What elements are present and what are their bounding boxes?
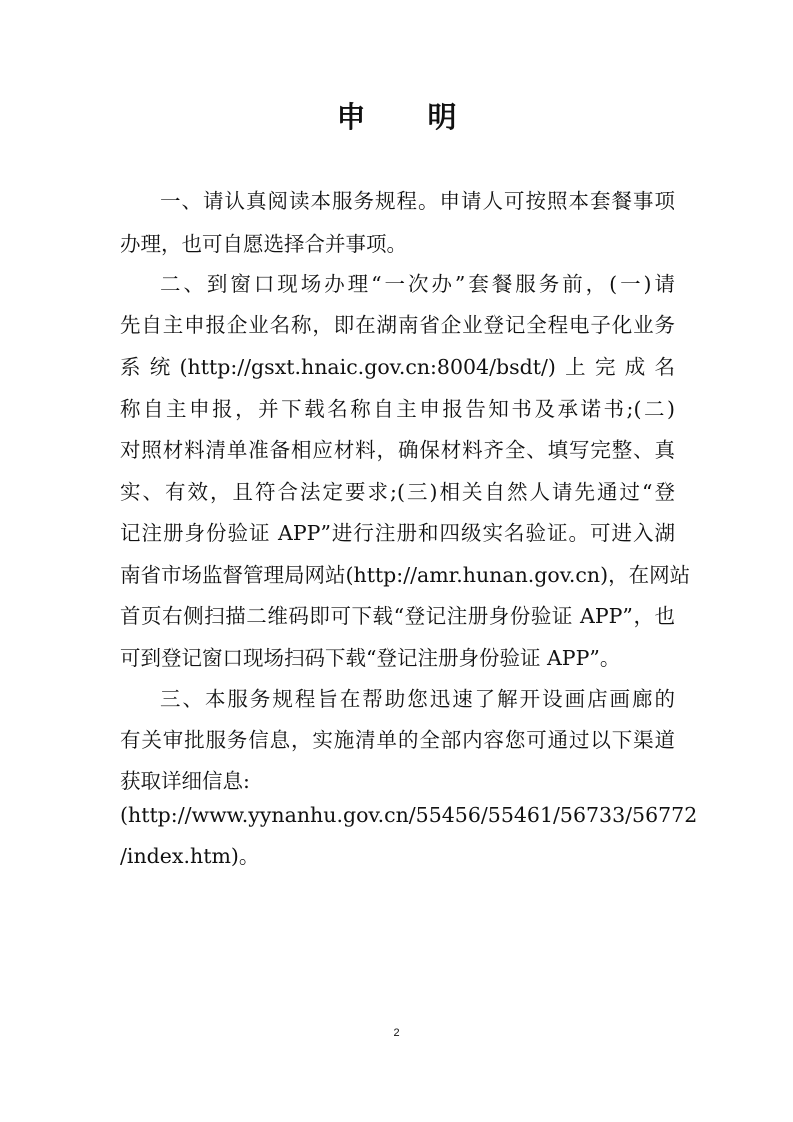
paragraph-3-line-1: 三、本服务规程旨在帮助您迅速了解开设画店画廊的 [160,687,675,711]
paragraph-3-url-line-2: /index.htm)。 [120,844,260,868]
page-title: 申 明 [336,100,483,134]
paragraph-2-line-2: 先自主申报企业名称，即在湖南省企业登记全程电子化业务 [120,313,675,337]
paragraph-2-line-6: 实、有效，且符合法定要求;(三)相关自然人请先通过“登 [120,480,675,504]
paragraph-3-line-3: 获取详细信息: [120,769,250,793]
paragraph-2-line-1: 二、到窗口现场办理“一次办”套餐服务前，(一)请 [160,272,675,296]
paragraph-2-line-8: 南省市场监督管理局网站(http://amr.hunan.gov.cn)，在网站 [120,563,691,587]
page-number: 2 [393,1027,400,1039]
paragraph-3-line-2: 有关审批服务信息，实施清单的全部内容您可通过以下渠道 [120,728,675,752]
paragraph-2-line-3: 系统(http://gsxt.hnaic.gov.cn:8004/bsdt/)上完成名 [120,355,675,379]
paragraph-2-line-9: 首页右侧扫描二维码即可下载“登记注册身份验证 APP”，也 [120,604,675,628]
paragraph-1-line-1: 一、请认真阅读本服务规程。申请人可按照本套餐事项 [160,189,675,213]
paragraph-1-line-2: 办理，也可自愿选择合并事项。 [120,232,407,256]
paragraph-2-line-5: 对照材料清单准备相应材料，确保材料齐全、填写完整、真 [120,438,675,462]
paragraph-2-line-10: 可到登记窗口现场扫码下载“登记注册身份验证 APP”。 [120,646,621,670]
paragraph-3-url-line-1: (http://www.yynanhu.gov.cn/55456/55461/56733/56772 [120,803,698,827]
paragraph-2-line-4: 称自主申报，并下载名称自主申报告知书及承诺书;(二) [120,397,675,421]
paragraph-2-line-7: 记注册身份验证 APP”进行注册和四级实名验证。可进入湖 [120,521,675,545]
